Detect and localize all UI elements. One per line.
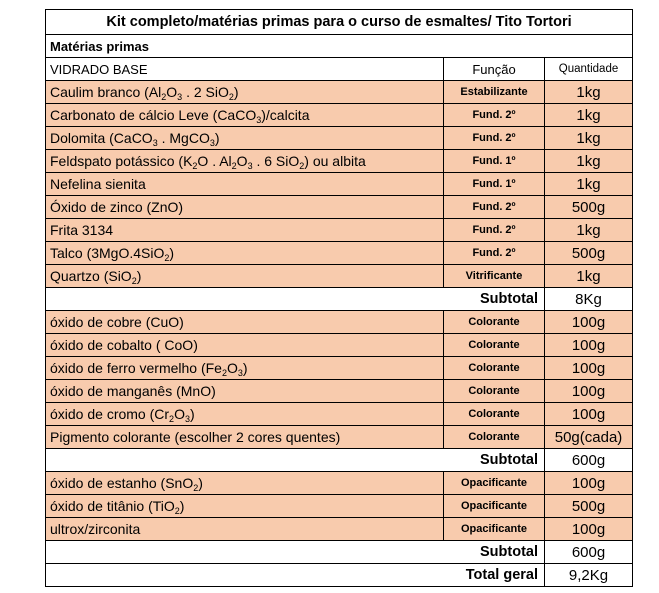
header-material: VIDRADO BASE [46,58,444,81]
header-quantity: Quantidade [545,58,633,81]
function-cell: Fund. 2º [444,242,545,265]
function-cell: Colorante [444,403,545,426]
subtotal-quantity: 8Kg [545,288,633,311]
material-cell: Pigmento colorante (escolher 2 cores quentes) [46,426,444,449]
function-cell: Colorante [444,311,545,334]
quantity-cell: 50g(cada) [545,426,633,449]
table-row [46,173,633,196]
function-cell: Fund. 2º [444,127,545,150]
quantity-cell: 1kg [545,173,633,196]
subtotal-label: Subtotal [46,288,545,311]
function-cell: Colorante [444,334,545,357]
material-cell: Feldspato potássico ($K_2O$ . $Al_2O_3$ . 6 SiO$_2$) ou albita [46,150,444,173]
function-cell: Estabilizante [444,81,545,104]
function-cell: Fund. 1º [444,173,545,196]
total-geral-label: Total geral [46,564,545,587]
section-row [46,35,633,58]
table-row [46,196,633,219]
quantity-cell: 100g [545,380,633,403]
material-cell: óxido de manganês (MnO) [46,380,444,403]
material-cell: óxido de cobre (CuO) [46,311,444,334]
quantity-cell: 100g [545,403,633,426]
title-row [46,10,633,35]
function-cell: Opacificante [444,518,545,541]
header-function: Função [444,58,545,81]
table-title: Kit completo/matérias primas para o curso de esmaltes/ Tito Tortori [46,10,633,35]
quantity-cell: 1kg [545,219,633,242]
materials-table [45,9,633,587]
table-row [46,104,633,127]
quantity-cell: 1kg [545,127,633,150]
function-cell: Fund. 2º [444,196,545,219]
material-cell: óxido de ferro vermelho $(Fe_2O_3)$ [46,357,444,380]
table-row [46,334,633,357]
quantity-cell: 500g [545,196,633,219]
table-row [46,426,633,449]
quantity-cell: 100g [545,311,633,334]
total-geral-row [46,564,633,587]
function-cell: Opacificante [444,472,545,495]
function-cell: Fund. 2º [444,104,545,127]
function-cell: Vitrificante [444,265,545,288]
function-cell: Colorante [444,357,545,380]
function-cell: Fund. 2º [444,219,545,242]
table-row [46,265,633,288]
material-cell: óxido de estanho (SnO$_2$) [46,472,444,495]
quantity-cell: 100g [545,472,633,495]
subtotal-row [46,541,633,564]
table-row [46,518,633,541]
table-row [46,127,633,150]
table-row [46,472,633,495]
material-cell: Carbonato de cálcio Leve (CaCO$_3$)/calcita [46,104,444,127]
subtotal-quantity: 600g [545,541,633,564]
function-cell: Colorante [444,426,545,449]
table-row [46,81,633,104]
quantity-cell: 1kg [545,81,633,104]
quantity-cell: 100g [545,357,633,380]
material-cell: Óxido de zinco (ZnO) [46,196,444,219]
material-cell: óxido de titânio (TiO$_2$) [46,495,444,518]
material-cell: óxido de cobalto ( CoO) [46,334,444,357]
total-geral-quantity: 9,2Kg [545,564,633,587]
table-row [46,311,633,334]
material-cell: ultrox/zirconita [46,518,444,541]
material-cell: Caulim branco ($Al_2O_3$ . 2 SiO$_2$) [46,81,444,104]
table-row [46,150,633,173]
subtotal-label: Subtotal [46,541,545,564]
quantity-cell: 500g [545,242,633,265]
quantity-cell: 100g [545,334,633,357]
material-cell: Quartzo (SiO$_2$) [46,265,444,288]
subtotal-row [46,449,633,472]
table-row [46,219,633,242]
quantity-cell: 1kg [545,265,633,288]
subtotal-row [46,288,633,311]
table-row [46,242,633,265]
table-row [46,403,633,426]
quantity-cell: 1kg [545,150,633,173]
section-label: Matérias primas [46,35,633,58]
material-cell: Dolomita (CaCO$_3$ . MgCO$_3$) [46,127,444,150]
function-cell: Fund. 1º [444,150,545,173]
function-cell: Colorante [444,380,545,403]
table-row [46,380,633,403]
table-row [46,357,633,380]
material-cell: Talco (3MgO.4SiO$_2$) [46,242,444,265]
material-cell: Frita 3134 [46,219,444,242]
header-row [46,58,633,81]
subtotal-label: Subtotal [46,449,545,472]
material-cell: Nefelina sienita [46,173,444,196]
quantity-cell: 100g [545,518,633,541]
spreadsheet [45,9,633,587]
quantity-cell: 500g [545,495,633,518]
quantity-cell: 1kg [545,104,633,127]
subtotal-quantity: 600g [545,449,633,472]
material-cell: óxido de cromo $(Cr_2O_3)$ [46,403,444,426]
function-cell: Opacificante [444,495,545,518]
table-row [46,495,633,518]
